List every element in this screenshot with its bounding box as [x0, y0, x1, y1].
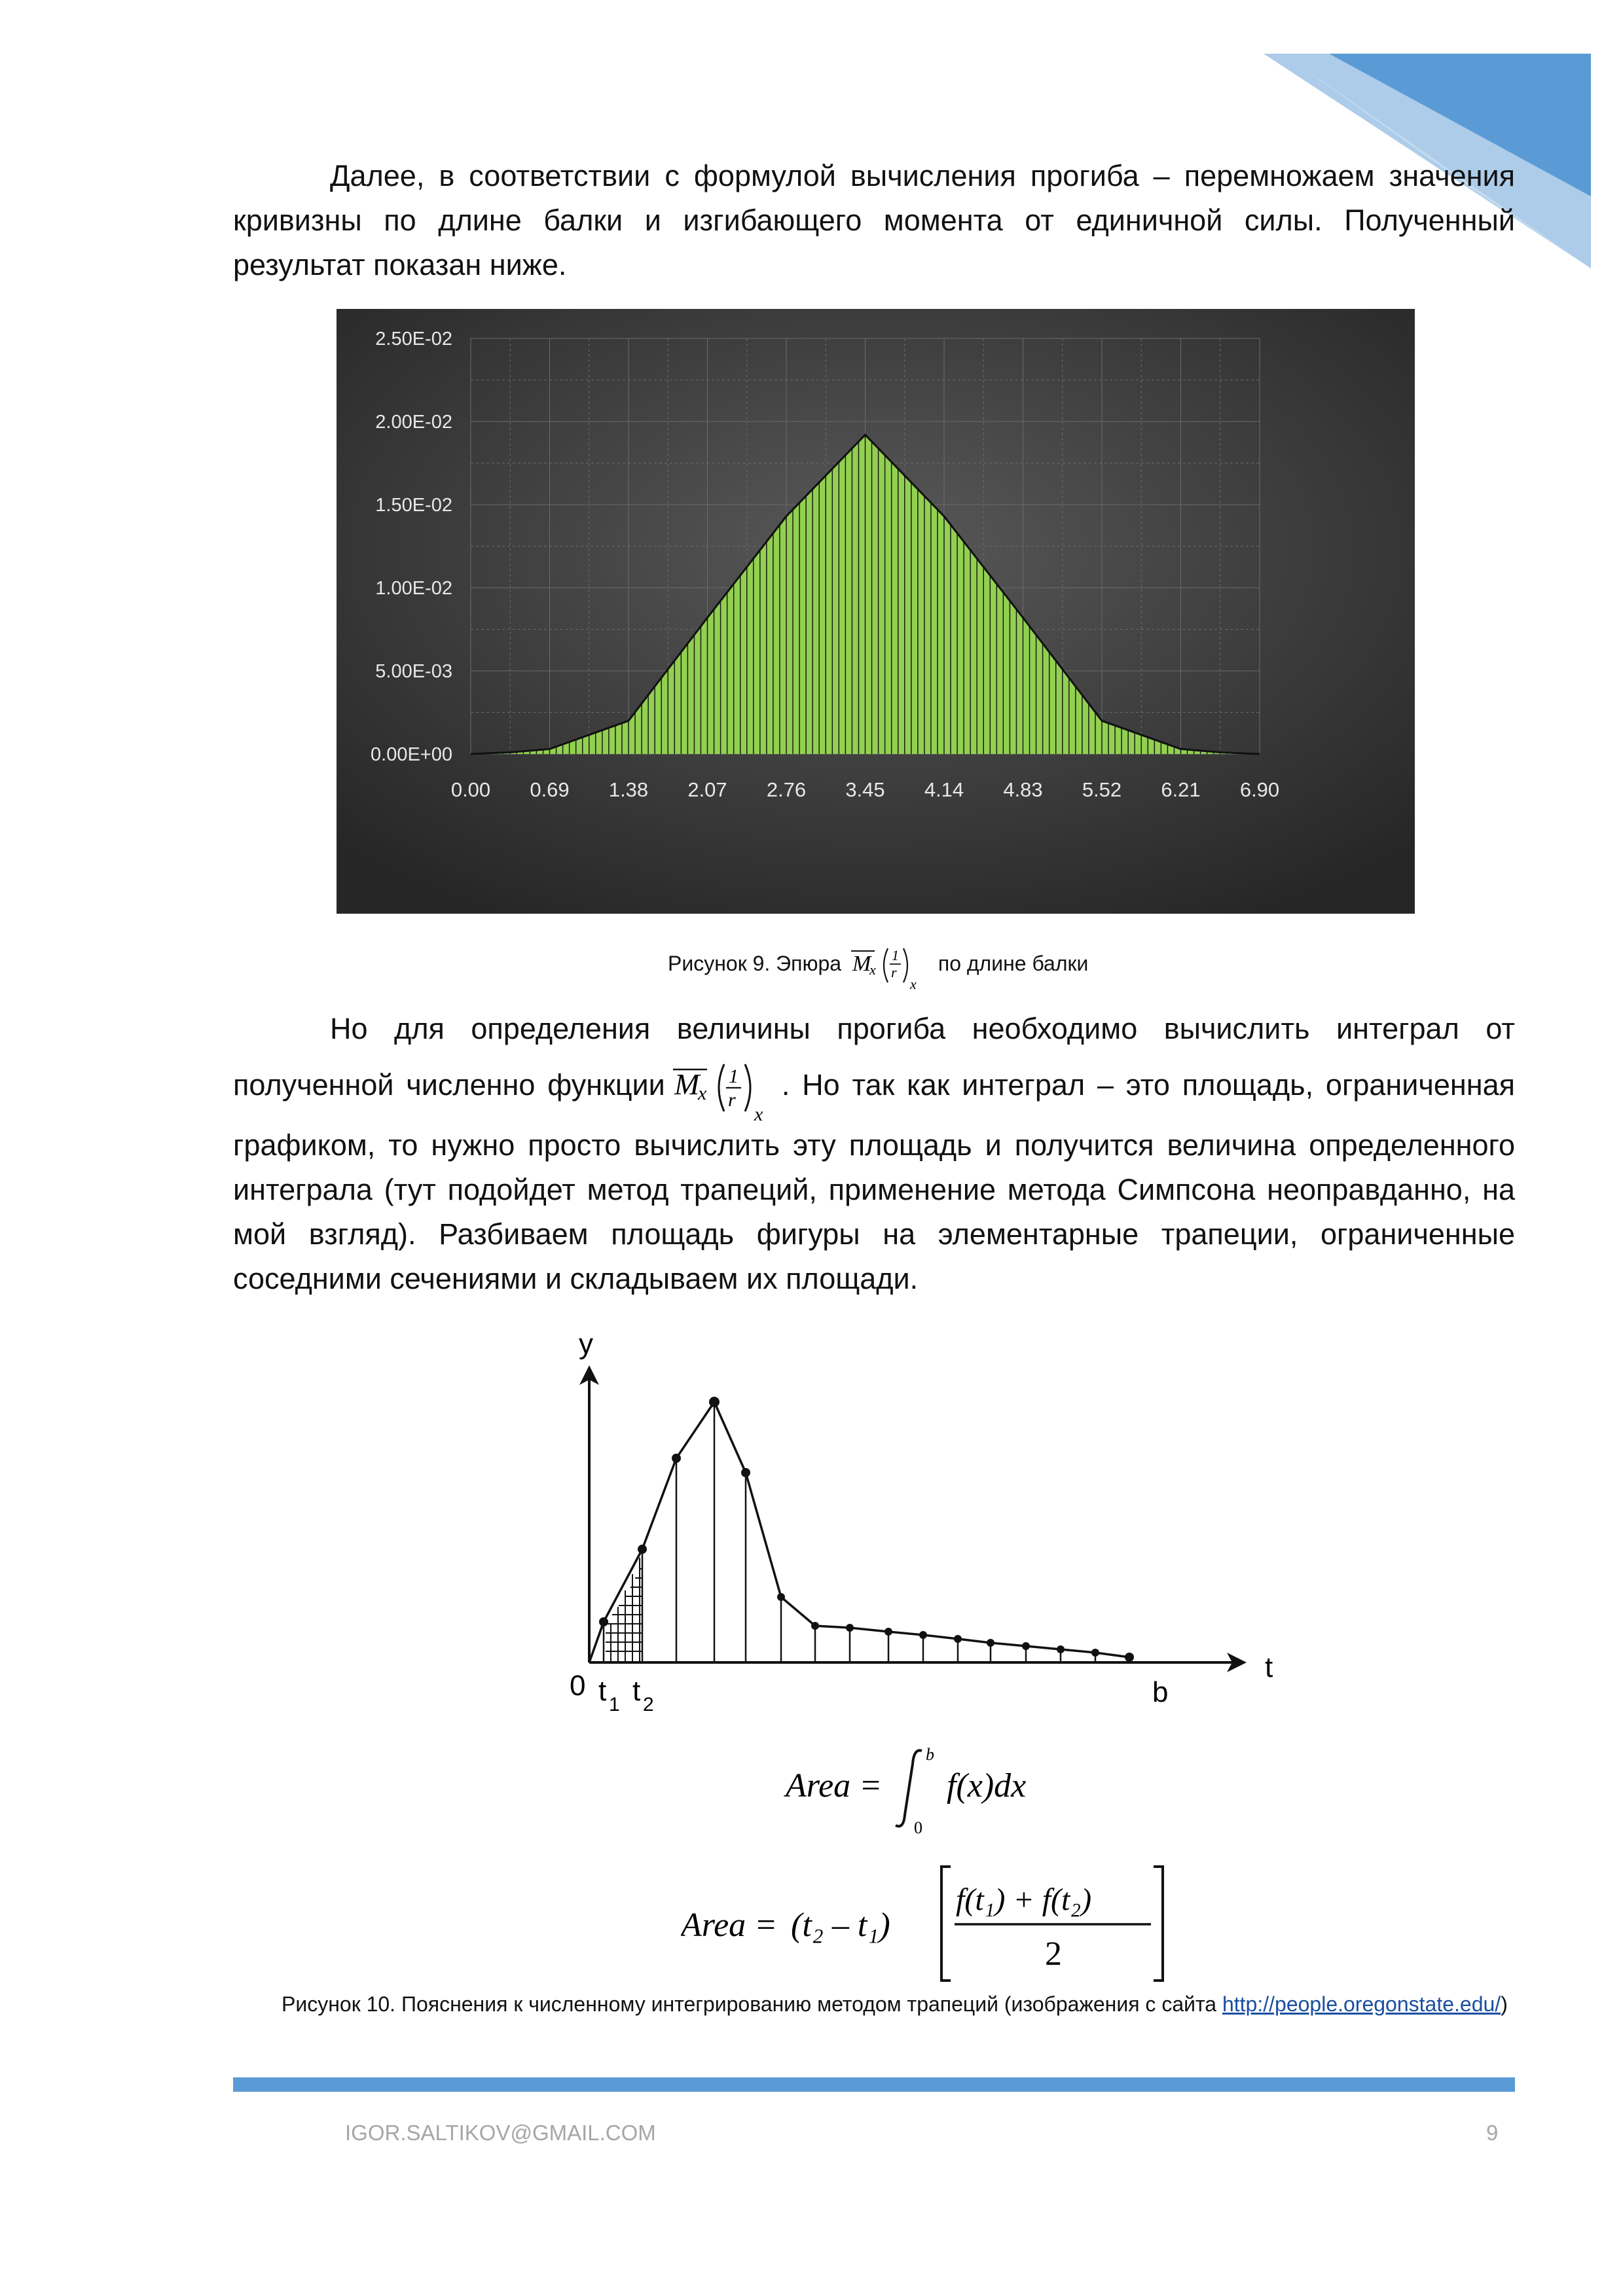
paragraph-intro-text: Далее, в соответствии с формулой вычисления прогиба – перемножаем значения кривизны по длине балки и изгибающего момента от единичной силы. Полученный результат показан ниже.	[233, 159, 1515, 281]
figure10-caption-end: )	[1501, 1992, 1508, 2016]
b-label: b	[1152, 1676, 1169, 1708]
footer-email: IGOR.SALTIKOV@GMAIL.COM	[345, 2121, 656, 2145]
x-tick-label: 4.83	[1003, 778, 1043, 801]
section-lines	[604, 1402, 1095, 1662]
inline-m-symbol: M	[674, 1067, 700, 1101]
y-tick-label: 1.50E-02	[375, 495, 452, 516]
figure10-caption-text: Рисунок 10. Пояснения к численному интегрированию методом трапеций (изображения с сайта	[282, 1992, 1222, 2016]
x-tick-label: 0.69	[530, 778, 570, 801]
figure10-caption	[282, 1992, 1508, 2017]
paragraph-integral-before: Но для определения величины прогиба необходимо вычислить интеграл от полученной численно функции	[233, 1012, 1515, 1102]
y-tick-label: 2.00E-02	[375, 412, 452, 433]
inline-frac-numerator: 1	[728, 1066, 739, 1087]
y-tick-label: 1.00E-02	[375, 578, 452, 599]
x-tick-label: 2.07	[687, 778, 727, 801]
trapezoid-method-diagram	[560, 1314, 1296, 1720]
formula2-numerator: f(t₁) + f(t₂)	[956, 1882, 1092, 1917]
formula1-integrand: f(x)dx	[947, 1767, 1027, 1804]
inline-mx-formula	[668, 1051, 779, 1123]
t2-label: t	[632, 1675, 641, 1707]
footer-bar	[233, 2077, 1515, 2092]
y-tick-label: 0.00E+00	[371, 744, 452, 765]
figure9-caption-suffix: по длине балки	[938, 952, 1089, 975]
paragraph-integral	[233, 1007, 1515, 1301]
function-curve	[589, 1402, 1129, 1662]
formula2-lhs: Area =	[681, 1907, 778, 1944]
t-axis-label: t	[1265, 1651, 1273, 1683]
formula2-denominator: 2	[1045, 1935, 1062, 1973]
paragraph-integral-after: . Но так как интеграл – это площадь, ограниченная графиком, то нужно просто вычислить эту площадь и получится величина определенного интеграла (тут подойдет метод трапеций, применение метода Симпсона неоправданно, на мой взгляд). Разбиваем площадь фигуры на элементарные трапеции, ограниченные соседними сечениями и складываем их площади.	[233, 1067, 1515, 1295]
origin-label: 0	[570, 1670, 586, 1702]
x-tick-label: 3.45	[845, 778, 885, 801]
curvature-moment-chart	[337, 309, 1415, 914]
inline-m-subscript: x	[697, 1083, 707, 1104]
x-tick-label: 2.76	[766, 778, 807, 801]
x-tick-label: 1.38	[608, 778, 649, 801]
page-number: 9	[1486, 2121, 1499, 2145]
x-tick-label: 0.00	[450, 778, 491, 801]
figure9-caption	[668, 937, 1088, 990]
inline-bracket-subscript: x	[754, 1103, 763, 1123]
x-tick-label: 4.14	[924, 778, 964, 801]
m-subscript: x	[869, 961, 876, 978]
integral-upper-limit: b	[926, 1745, 934, 1764]
x-tick-label: 5.52	[1082, 778, 1122, 801]
mx-curvature-formula	[847, 939, 932, 992]
frac-numerator: 1	[891, 946, 899, 963]
area-integral-formula	[779, 1738, 1080, 1836]
inline-frac-denominator: r	[727, 1089, 736, 1111]
frac-denominator: r	[890, 963, 897, 980]
figure9-caption-prefix: Рисунок 9. Эпюра	[668, 952, 842, 975]
source-link[interactable]: http://people.oregonstate.edu/	[1222, 1992, 1501, 2016]
x-tick-label: 6.90	[1239, 778, 1280, 801]
y-tick-label: 5.00E-03	[375, 661, 452, 682]
t1-label: t	[598, 1675, 607, 1707]
x-tick-label: 6.21	[1161, 778, 1201, 801]
curve-points	[599, 1397, 1134, 1662]
t1-subscript: 1	[609, 1694, 620, 1715]
formula1-lhs: Area =	[786, 1767, 883, 1804]
formula2-difference: (t₂ – t₁)	[791, 1907, 890, 1944]
bracket-subscript: x	[909, 975, 917, 992]
trapezoid-area-formula	[681, 1859, 1165, 1990]
y-tick-label: 2.50E-02	[375, 329, 452, 350]
m-symbol: M	[852, 951, 871, 976]
paragraph-intro	[233, 154, 1515, 287]
y-axis-label: y	[579, 1328, 593, 1360]
integral-lower-limit: 0	[914, 1818, 922, 1836]
t2-subscript: 2	[643, 1694, 654, 1715]
